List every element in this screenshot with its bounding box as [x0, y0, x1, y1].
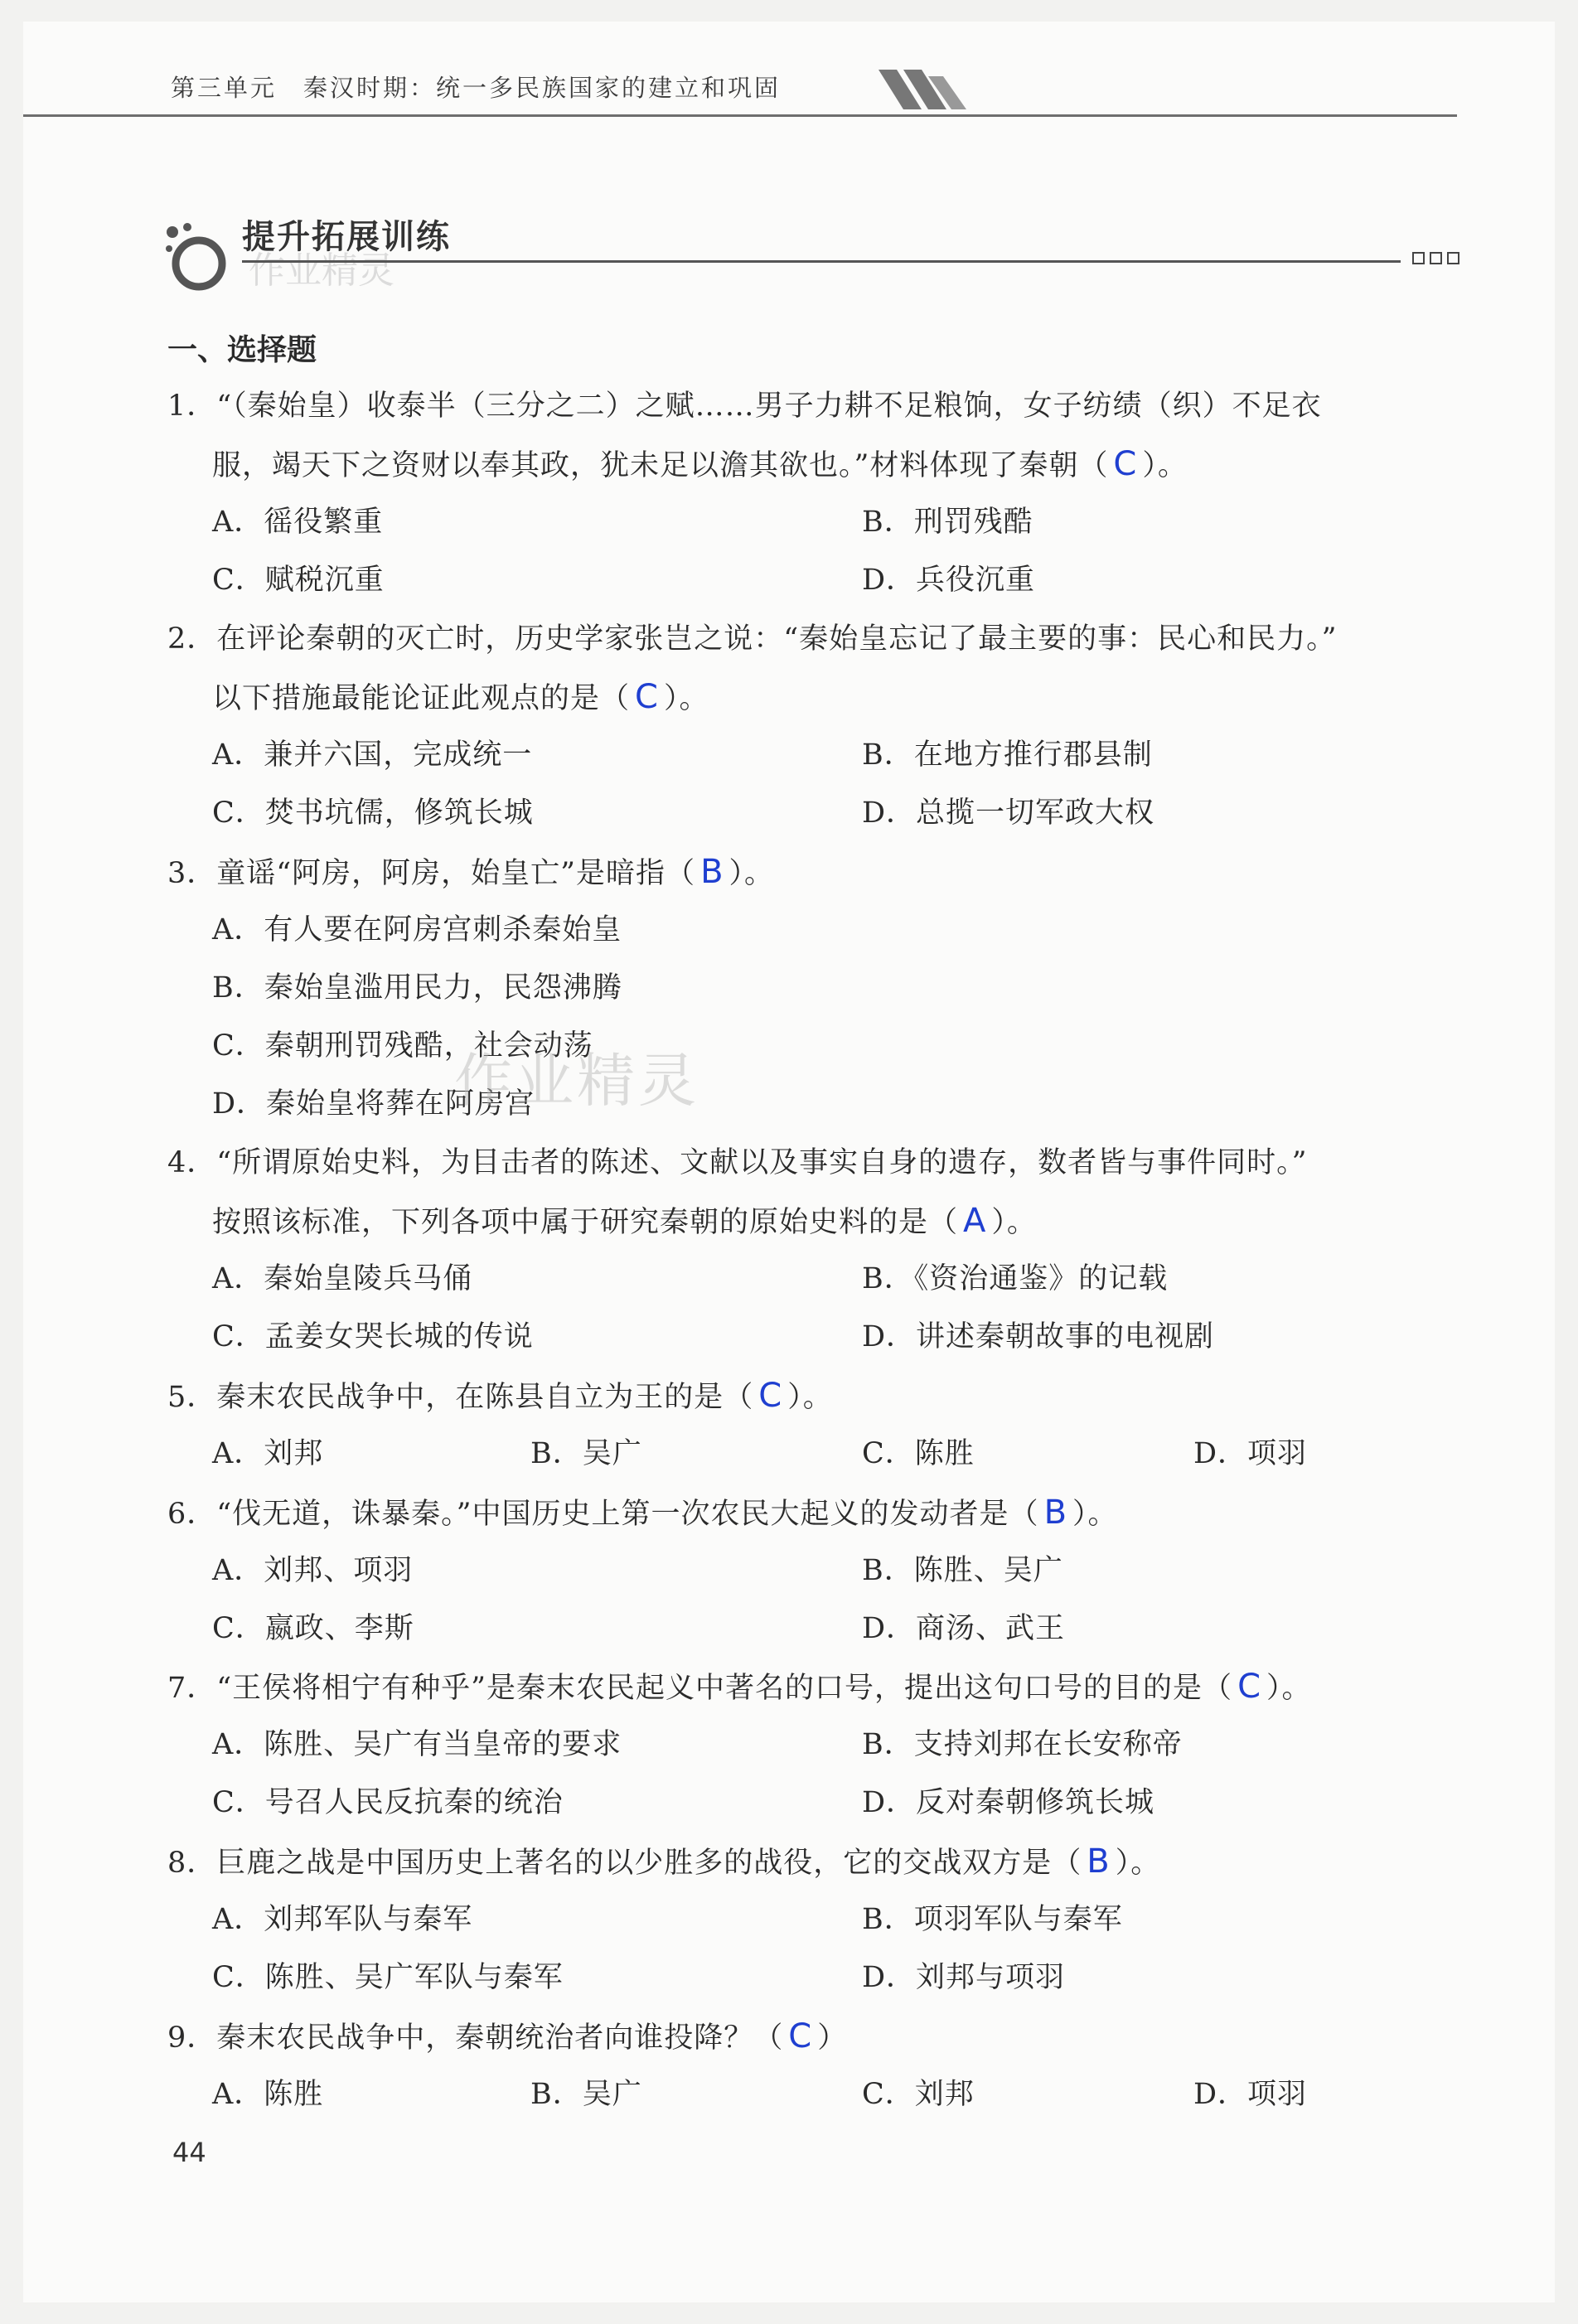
option: A．兼并六国，完成统一	[212, 738, 533, 772]
option: C．陈胜	[862, 1437, 975, 1470]
option: C．号召人民反抗秦的统治	[212, 1786, 564, 1819]
answer-5: C	[758, 1377, 783, 1415]
option: A．刘邦军队与秦军	[212, 1903, 473, 1936]
watermark: 作业精灵	[454, 1047, 699, 1115]
question-1-line-1: 1．“（秦始皇）收泰半（三分之二）之赋……男子力耕不足粮饷，女子纺绩（织）不足衣	[167, 390, 1322, 423]
option: B．秦始皇滥用民力，民怨沸腾	[212, 971, 622, 1005]
option: D．商汤、武王	[862, 1612, 1066, 1645]
question-2-line-2: 以下措施最能论证此观点的是（ C ）。	[212, 678, 709, 716]
question-1-line-2: 服，竭天下之资财以奉其政，犹未足以澹其欲也。”材料体现了秦朝（ C ）。	[212, 445, 1188, 483]
option: D．反对秦朝修筑长城	[862, 1786, 1155, 1819]
option: A．秦始皇陵兵马俑	[212, 1262, 473, 1295]
section-rule	[242, 260, 1401, 263]
option: C．刘邦	[862, 2078, 975, 2111]
option: A．刘邦、项羽	[212, 1554, 414, 1587]
option: B．陈胜、吴广	[862, 1554, 1063, 1587]
option: B．《资治通鉴》的记载	[862, 1262, 1169, 1295]
section-logo-icon	[162, 217, 245, 292]
option: C．嬴政、李斯	[212, 1612, 414, 1645]
answer-4: A	[963, 1202, 987, 1240]
option: C．孟姜女哭长城的传说	[212, 1320, 534, 1353]
answer-9: C	[788, 2017, 813, 2055]
question-2-line-1: 2．在评论秦朝的灭亡时，历史学家张岂之说：“秦始皇忘记了最主要的事：民心和民力。”	[167, 622, 1338, 656]
option: D．兵役沉重	[862, 564, 1036, 597]
answer-6: B	[1043, 1494, 1068, 1532]
section-title: 提升拓展训练	[242, 218, 451, 256]
page-number: 44	[172, 2137, 206, 2168]
answer-7: C	[1237, 1668, 1261, 1706]
option: C．陈胜、吴广军队与秦军	[212, 1961, 564, 1994]
header-rule	[23, 114, 1457, 117]
answer-8: B	[1087, 1842, 1111, 1881]
option: C．焚书坑儒，修筑长城	[212, 796, 534, 830]
question-9-line-1: 9．秦末农民战争中，秦朝统治者向谁投降？（ C ）	[167, 2017, 848, 2055]
running-header: 第三单元 秦汉时期：统一多民族国家的建立和巩固	[171, 74, 782, 102]
question-4-line-2: 按照该标准，下列各项中属于研究秦朝的原始史料的是（ A ）。	[212, 1202, 1037, 1240]
section-box-ornament	[1412, 252, 1459, 264]
header-stripes-decoration	[879, 70, 970, 113]
answer-1: C	[1113, 445, 1138, 483]
option: A．刘邦	[212, 1437, 324, 1470]
option: A．徭役繁重	[212, 506, 384, 539]
part-title: 一、选择题	[167, 333, 317, 367]
option: D．总揽一切军政大权	[862, 796, 1155, 830]
option: D．讲述秦朝故事的电视剧	[862, 1320, 1215, 1353]
option: B．吴广	[530, 2078, 642, 2111]
option: B．在地方推行郡县制	[862, 738, 1153, 772]
option: B．支持刘邦在长安称帝	[862, 1728, 1183, 1761]
option: A．有人要在阿房宫刺杀秦始皇	[212, 913, 622, 947]
option: D．秦始皇将葬在阿房宫	[212, 1087, 535, 1121]
question-8-line-1: 8．巨鹿之战是中国历史上著名的以少胜多的战役，它的交战双方是（ B ）。	[167, 1842, 1161, 1881]
option: D．刘邦与项羽	[862, 1961, 1066, 1994]
section-watermark: 作业精灵	[249, 249, 394, 292]
question-5-line-1: 5．秦末农民战争中，在陈县自立为王的是（ C ）。	[167, 1377, 833, 1415]
option: D．项羽	[1193, 2078, 1308, 2111]
option: B．项羽军队与秦军	[862, 1903, 1123, 1936]
option: B．刑罚残酷	[862, 506, 1033, 539]
question-6-line-1: 6．“伐无道，诛暴秦。”中国历史上第一次农民大起义的发动者是（ B ）。	[167, 1494, 1118, 1532]
question-4-line-1: 4．“所谓原始史料，为目击者的陈述、文献以及事实自身的遗存，数者皆与事件同时。”	[167, 1146, 1308, 1179]
answer-3: B	[700, 853, 724, 891]
option: A．陈胜	[212, 2078, 324, 2111]
option: C．秦朝刑罚残酷，社会动荡	[212, 1029, 593, 1063]
option: A．陈胜、吴广有当皇帝的要求	[212, 1728, 622, 1761]
question-3-line-1: 3．童谣“阿房，阿房，始皇亡”是暗指（ B ）。	[167, 853, 775, 891]
question-7-line-1: 7．“王侯将相宁有种乎”是秦末农民起义中著名的口号，提出这句口号的目的是（ C ）。	[167, 1668, 1312, 1706]
answer-2: C	[635, 678, 659, 716]
option: D．项羽	[1193, 1437, 1308, 1470]
option: C．赋税沉重	[212, 564, 385, 597]
option: B．吴广	[530, 1437, 642, 1470]
